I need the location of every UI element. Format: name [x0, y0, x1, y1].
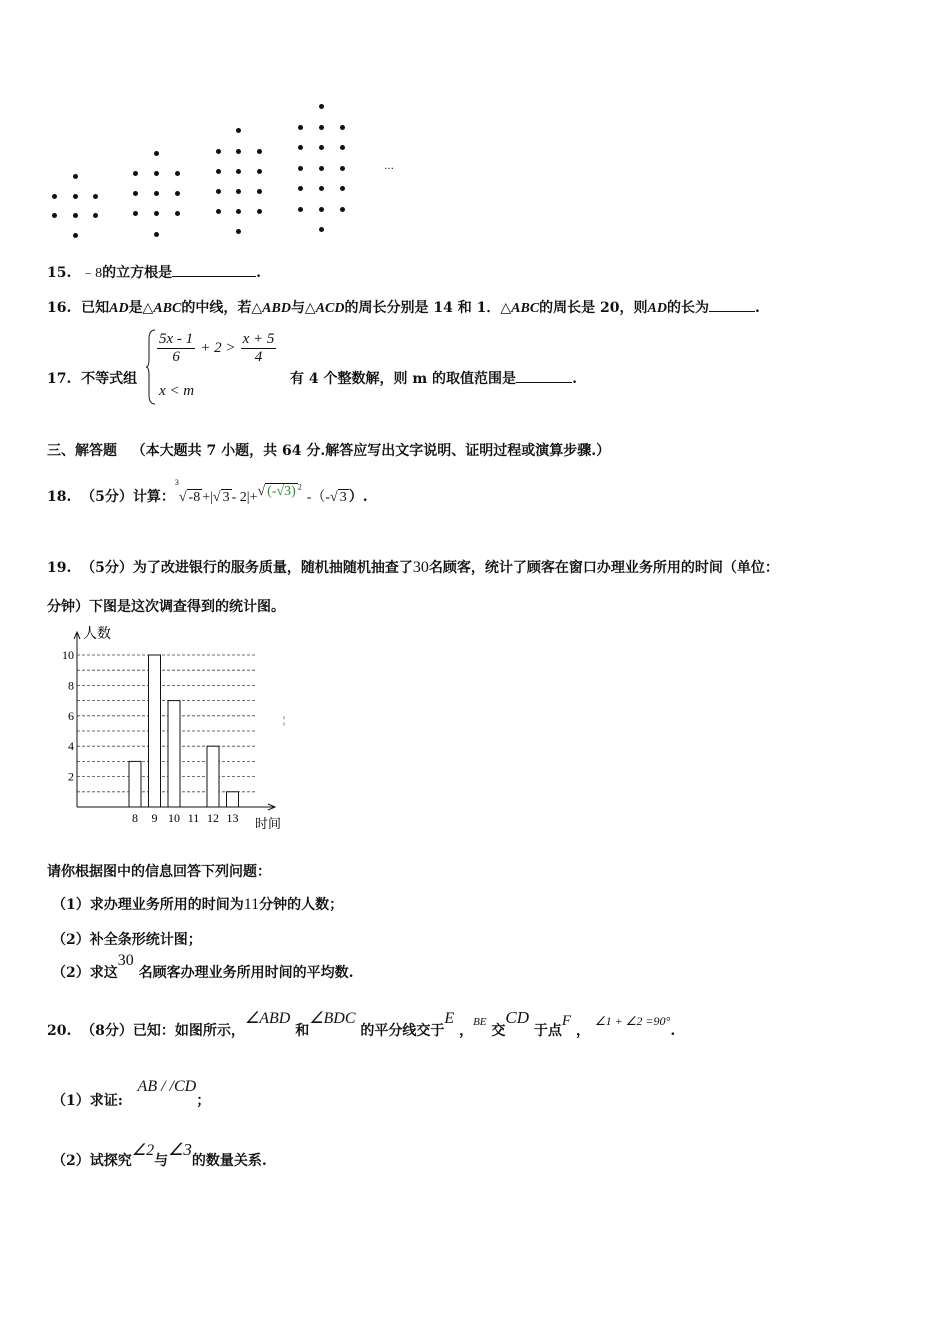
bar-9 — [149, 655, 161, 807]
x-tick-label: 12 — [207, 811, 219, 825]
q19-sub1: （1）求办理业务所用的时间为11分钟的人数； — [52, 896, 344, 913]
x-tick-label: 9 — [151, 811, 158, 825]
y-tick-label: 2 — [68, 769, 74, 784]
y-tick-label: 10 — [62, 648, 74, 662]
system-brace — [145, 329, 157, 405]
question-19: 19. （5分）为了改进银行的服务质量，随机抽随机抽查了30名顾客，统计了顾客在窗口办理业务所用的时间（单位： — [47, 559, 779, 576]
question-20: 20. （8分）已知：如图所示，∠ABD 和∠BDC 的平分线交于E ，$^{BE}$ 交CD 于点F ， ∠1 + ∠2 =90°. — [47, 1008, 676, 1039]
y-tick-label: 6 — [68, 708, 74, 723]
y-tick-label: 8 — [68, 678, 74, 693]
answer-blank[interactable] — [709, 299, 755, 312]
dot-pattern-figure — [40, 95, 420, 245]
question-17: 17. 不等式组 $\frac{5x - 1}{6}$ + 2 > $\frac{x + 5}{4}$ x < m 有 4 个整数解，则 m 的取值范围是 . — [47, 327, 647, 407]
bar-10 — [168, 701, 180, 807]
q20-sub2: （2）试探究∠2与∠3的数量关系. — [52, 1140, 267, 1169]
q19-intro: 请你根据图中的信息回答下列问题： — [47, 864, 271, 880]
q19-sub3: （2）求这30 名顾客办理业务所用时间的平均数. — [52, 952, 354, 981]
x-tick-label: 11 — [187, 811, 200, 825]
pattern-ellipsis: … — [384, 161, 394, 172]
bar-12 — [207, 746, 219, 807]
q20-sub1: （1）求证: AB / /CD； — [52, 1078, 211, 1109]
question-15: 15. ﹣8的立方根是 . — [47, 265, 261, 281]
x-tick-label: 10 — [168, 811, 180, 825]
question-18: 18. （5分）计算：$^3$√ -8 +|√ 3 - 2|+√ (-√3) $^2$ -（-√ 3 ）. — [47, 478, 368, 505]
stray-mark: ¦ — [283, 715, 286, 726]
answer-blank[interactable] — [172, 264, 256, 277]
x-tick-label: 8 — [132, 811, 138, 825]
y-tick-label: 4 — [68, 739, 74, 754]
answer-blank[interactable] — [516, 370, 572, 383]
bar-8 — [129, 761, 141, 807]
bar-13 — [227, 792, 239, 807]
x-axis-label: 时间 — [255, 817, 282, 832]
section-3-heading: 三、解答题 （本大题共 7 小题，共 64 分.解答应写出文字说明、证明过程或演算步骤.） — [47, 443, 611, 459]
y-axis-label: 人数 — [83, 626, 111, 642]
q19-sub2: （2）补全条形统计图； — [52, 932, 202, 948]
question-19-line2: 分钟）下图是这次调查得到的统计图。 — [47, 599, 285, 615]
question-16: 16. 已知AD是△ABC的中线，若△ABD与△ACD的周长分别是 14 和 1．△ABC的周长是 20，则AD的长为 . — [47, 300, 760, 316]
bar-chart — [50, 620, 300, 835]
x-tick-label: 13 — [226, 811, 239, 825]
